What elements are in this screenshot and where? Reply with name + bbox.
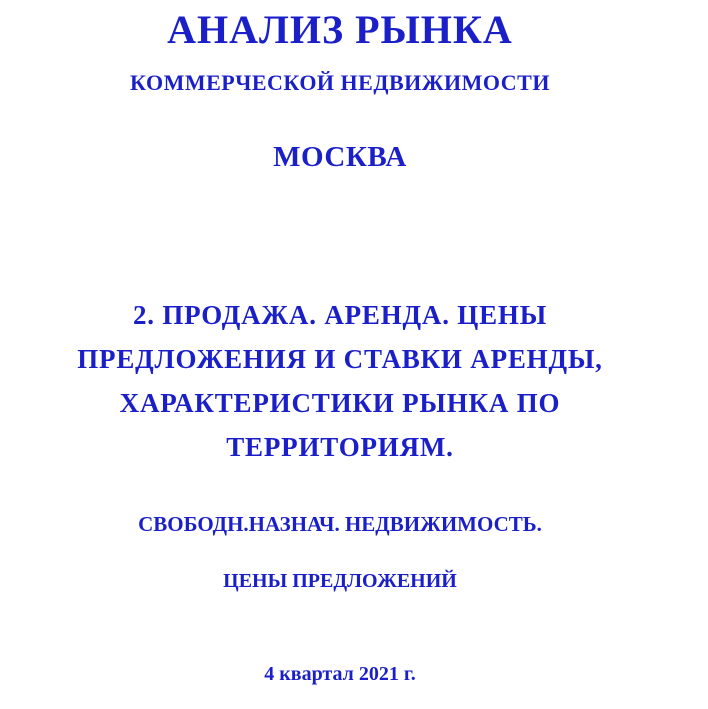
section-heading-line: ПРЕДЛОЖЕНИЯ И СТАВКИ АРЕНДЫ, [77,344,603,374]
document-subtitle: КОММЕРЧЕСКОЙ НЕДВИЖИМОСТИ [130,70,550,95]
section-heading-line: ХАРАКТЕРИСТИКИ РЫНКА ПО [119,388,561,418]
report-period: 4 квартал 2021 г. [264,663,416,685]
section-heading-line: ТЕРРИТОРИЯМ. [226,432,454,462]
category-heading: СВОБОДН.НАЗНАЧ. НЕДВИЖИМОСТЬ. [138,512,542,536]
document-title: АНАЛИЗ РЫНКА [167,7,513,52]
prices-heading: ЦЕНЫ ПРЕДЛОЖЕНИЙ [223,570,457,592]
city-heading: МОСКВА [273,141,407,173]
section-heading-line: 2. ПРОДАЖА. АРЕНДА. ЦЕНЫ [132,300,548,330]
section-heading [0,293,680,469]
